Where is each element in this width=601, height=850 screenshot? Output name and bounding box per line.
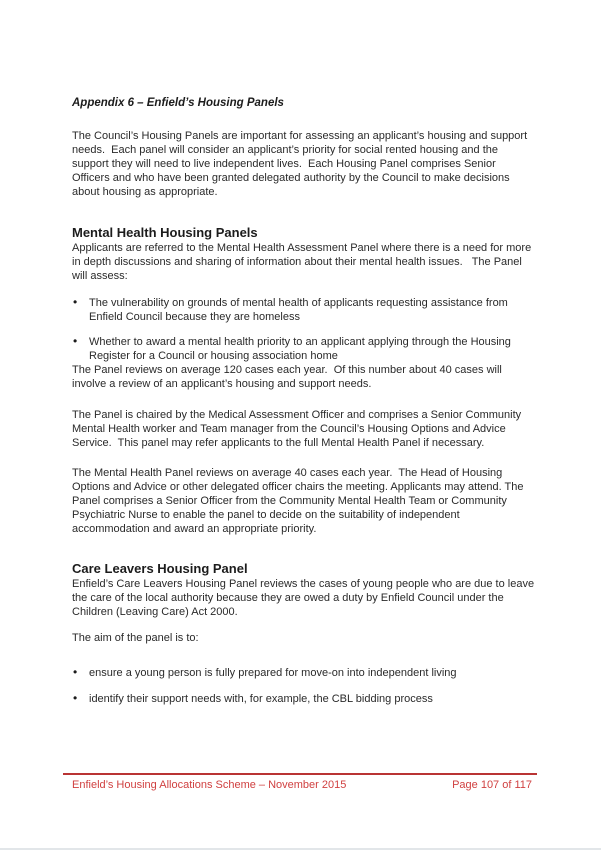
list-item-text: The vulnerability on grounds of mental health of applicants requesting assistance from Enfield Council because they are homeless: [89, 297, 508, 323]
footer-page-number: Page 107 of 117: [452, 779, 532, 791]
footer-document-title: Enfield’s Housing Allocations Scheme – November 2015: [72, 779, 347, 791]
page-content: [72, 96, 536, 706]
appendix-heading: Appendix 6 – Enfield’s Housing Panels: [72, 97, 284, 109]
paragraph-care-leavers-intro: Enfield’s Care Leavers Housing Panel reviews the cases of young people who are due to leave the care of the local authority because they are owed a duty by Enfield Council under the Children (Leaving Care) Act 2000.: [72, 578, 535, 618]
list-item: [72, 296, 536, 324]
paragraph-panel-chaired: The Panel is chaired by the Medical Assessment Officer and comprises a Senior Community Mental Health worker and Team manager from the Council’s Housing Options and Advice Service. This panel may refer applicants to the full Mental Health Panel if necessary.: [72, 409, 522, 449]
section-heading-mental-health: Mental Health Housing Panels: [72, 225, 258, 240]
list-item: [72, 666, 536, 680]
paragraph-applicants-referred: Applicants are referred to the Mental Health Assessment Panel where there is a need for more in depth discussions and sharing of information about their mental health issues. The Panel will assess:: [72, 242, 532, 282]
bullet-icon: •: [73, 691, 78, 705]
list-item-text: Whether to award a mental health priority to an applicant applying through the Housing Register for a Council or housing association home: [89, 336, 511, 362]
list-item-text: identify their support needs with, for example, the CBL bidding process: [89, 693, 433, 705]
list-item: [72, 692, 536, 706]
footer-row: [63, 775, 537, 792]
intro-paragraph: The Council’s Housing Panels are important for assessing an applicant’s housing and support needs. Each panel will consider an applicant’s priority for social rented housing and the support they will need to live independent lives. Each Housing Panel comprises Senior Officers and who have been granted delegated authority by the Council to make decisions about housing as appropriate.: [72, 130, 528, 198]
paragraph-mental-health-reviews-40: The Mental Health Panel reviews on average 40 cases each year. The Head of Housing Options and Advice or other delegated officer chairs the meeting. Applicants may attend. The Panel comprises a Senior Officer from the Community Mental Health Team or Community Psychiatric Nurse to enable the panel to decide on the suitability of independent accommodation and award an appropriate priority.: [72, 467, 524, 535]
bullet-icon: •: [73, 334, 78, 348]
paragraph-panel-aim: The aim of the panel is to:: [72, 632, 199, 644]
bullet-icon: •: [73, 295, 78, 309]
paragraph-panel-reviews-120: The Panel reviews on average 120 cases each year. Of this number about 40 cases will involve a review of an applicant’s housing and support needs.: [72, 364, 502, 390]
bullet-icon: •: [73, 665, 78, 679]
bullet-list-mental-health: [72, 296, 536, 363]
page-footer: [63, 773, 537, 792]
list-item: [72, 335, 536, 363]
section-heading-care-leavers: Care Leavers Housing Panel: [72, 561, 248, 576]
bullet-list-care-leavers: [72, 666, 536, 706]
list-item-text: ensure a young person is fully prepared for move-on into independent living: [89, 667, 457, 679]
